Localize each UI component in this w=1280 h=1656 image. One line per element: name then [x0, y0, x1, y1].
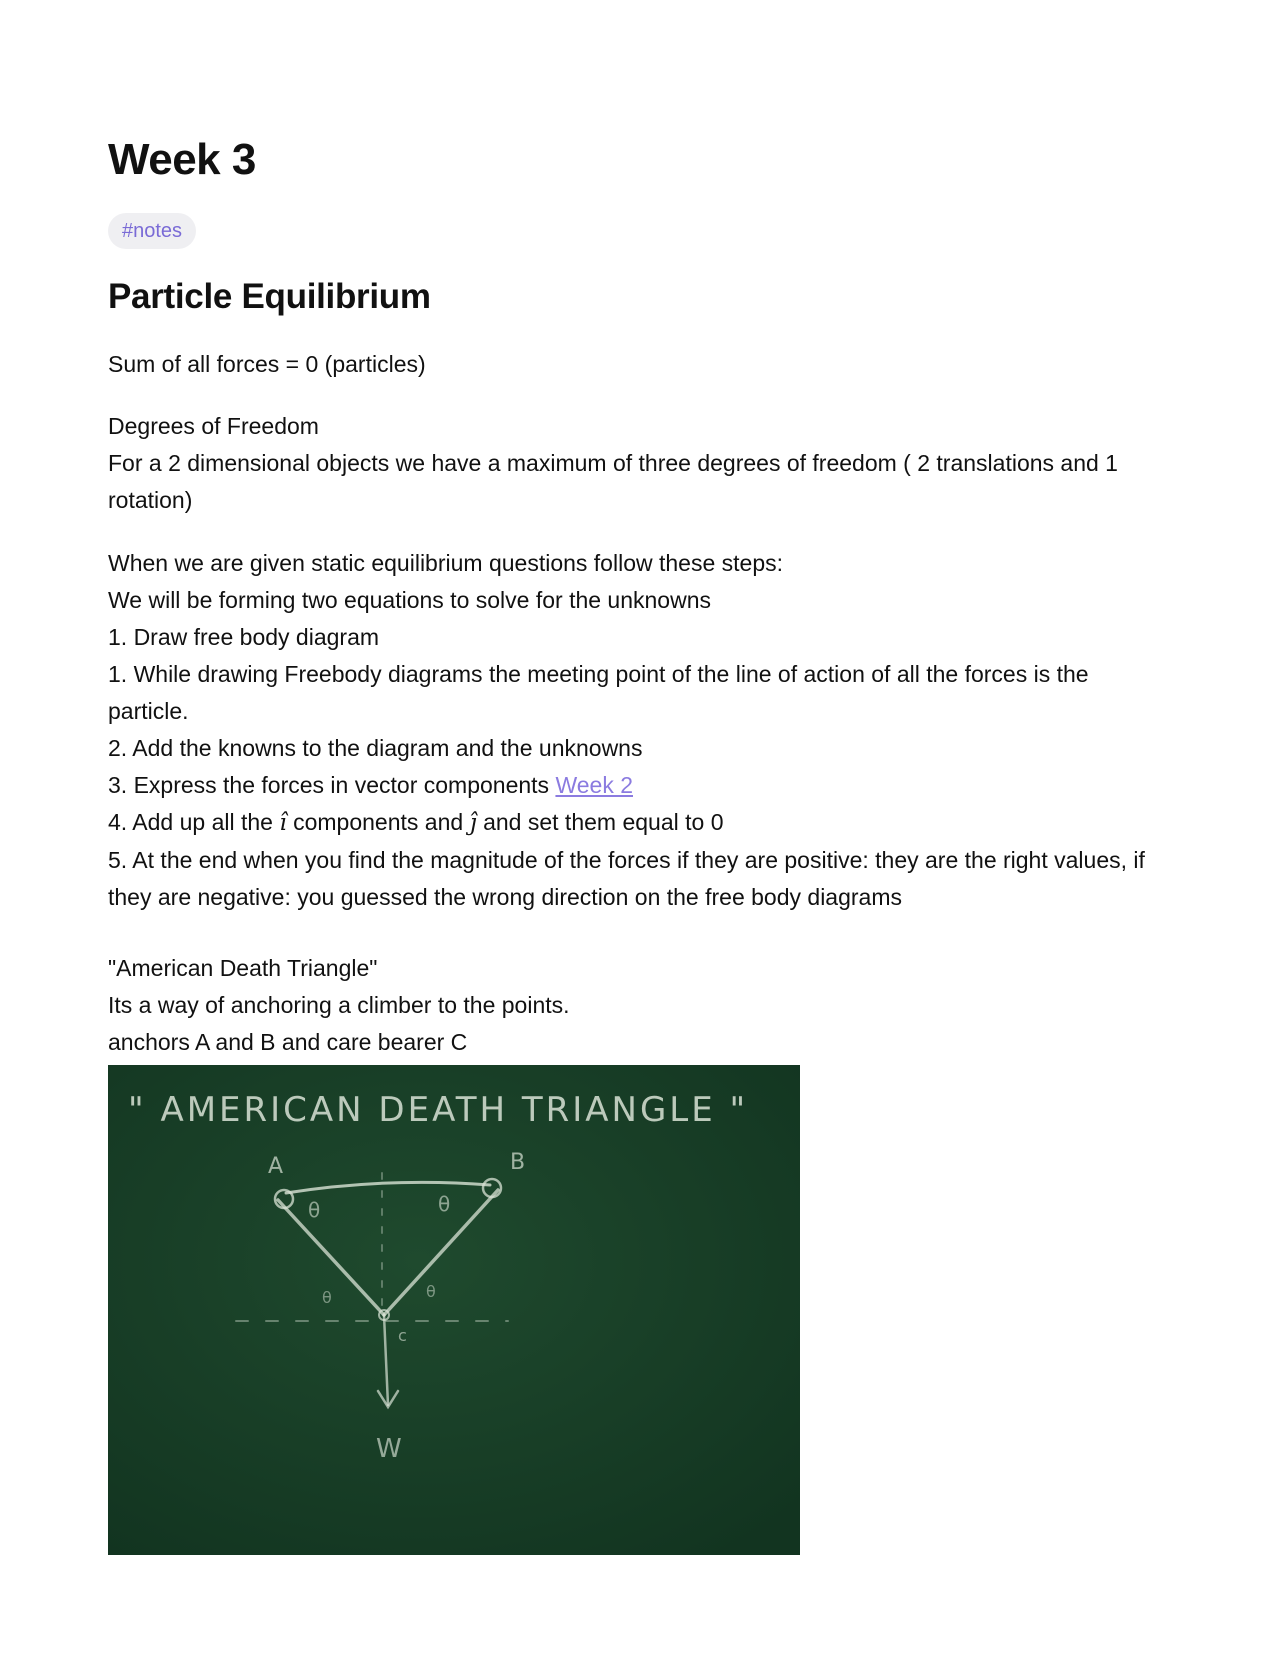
triangle-line-1: Its a way of anchoring a climber to the points.	[108, 992, 570, 1018]
label-c: c	[398, 1326, 407, 1345]
triangle-title: "American Death Triangle"	[108, 955, 378, 981]
dof-text: For a 2 dimensional objects we have a maximum of three degrees of freedom ( 2 translations and 1 rotation)	[108, 450, 1118, 513]
chalkboard-diagram	[108, 1065, 800, 1555]
step-4	[108, 804, 1168, 842]
step-5: 5. At the end when you find the magnitude of the forces if they are positive: they are the right values, if they are negative: you guessed the wrong direction on the free body diagrams	[108, 847, 1145, 910]
page-title: Week 3	[108, 135, 256, 184]
i-hat-symbol: î	[279, 810, 287, 836]
step-1b: 1. While drawing Freebody diagrams the meeting point of the line of action of all the forces is the particle.	[108, 661, 1089, 724]
step-4-mid: components and	[286, 809, 470, 835]
j-hat-symbol: ĵ	[469, 810, 477, 836]
label-b: B	[510, 1150, 526, 1175]
step-1: 1. Draw free body diagram	[108, 624, 380, 650]
paragraph-degrees-of-freedom	[108, 408, 1168, 519]
chalkboard-image	[108, 1065, 800, 1555]
triangle-line-2: anchors A and B and care bearer C	[108, 1029, 468, 1055]
step-3-text: 3. Express the forces in vector components	[108, 772, 556, 798]
theta-c-right: θ	[426, 1282, 436, 1301]
steps-intro-2: We will be forming two equations to solve for the unknowns	[108, 587, 711, 613]
label-a: A	[268, 1154, 284, 1179]
week-2-link[interactable]: Week 2	[555, 772, 633, 798]
paragraph-triangle	[108, 950, 1168, 1061]
figure-heading: " AMERICAN DEATH TRIANGLE "	[128, 1090, 749, 1130]
notes-tag[interactable]: #notes	[108, 213, 196, 249]
paragraph-steps	[108, 545, 1168, 916]
theta-b: θ	[438, 1192, 451, 1216]
step-4-pre: 4. Add up all the	[108, 809, 280, 835]
step-4-post: and set them equal to 0	[476, 809, 724, 835]
dof-title: Degrees of Freedom	[108, 413, 319, 439]
theta-c-left: θ	[322, 1288, 332, 1307]
section-heading: Particle Equilibrium	[108, 277, 431, 316]
board-background	[108, 1065, 800, 1555]
label-w: W	[376, 1434, 402, 1464]
step-3	[108, 767, 1168, 804]
steps-intro: When we are given static equilibrium questions follow these steps:	[108, 550, 784, 576]
step-2: 2. Add the knowns to the diagram and the unknowns	[108, 735, 643, 761]
sum-of-forces-text: Sum of all forces = 0 (particles)	[108, 351, 426, 377]
paragraph-sum-of-forces	[108, 346, 1168, 383]
theta-a: θ	[308, 1198, 321, 1222]
